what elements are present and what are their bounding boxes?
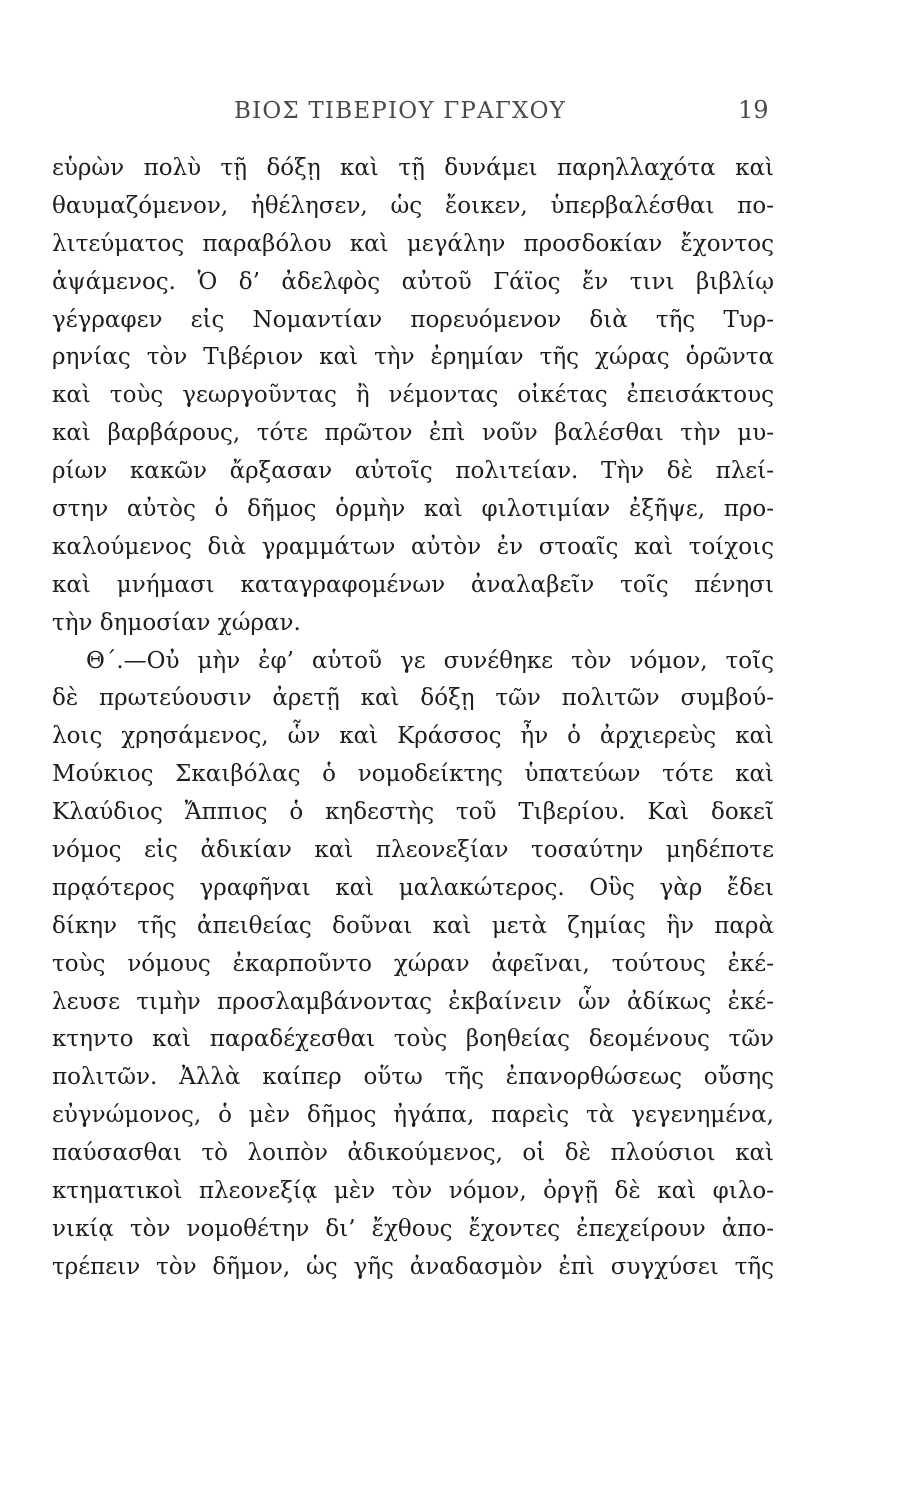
text-line: κτηντο καὶ παραδέχεσθαι τοὺς βοηθείας δεομένους τῶν <box>52 1026 774 1053</box>
text-line: Κλαύδιος Ἄππιος ὁ κηδεστὴς τοῦ Τιβερίου. Καὶ δοκεῖ <box>52 799 774 826</box>
running-title: ΒΙΟΣ ΤΙΒΕΡΙΟΥ ΓΡΑΓΧΟΥ <box>233 98 567 124</box>
text-line: πρᾳότερος γραφῆναι καὶ μαλακώτερος. Οὓς γὰρ ἔδει <box>52 874 774 901</box>
text-line: εὐγνώμονος, ὁ μὲν δῆμος ἠγάπα, παρεὶς τὰ γεγενημένα, <box>52 1102 774 1129</box>
text-line: καὶ βαρβάρους, τότε πρῶτον ἐπὶ νοῦν βαλέσθαι τὴν μυ- <box>52 420 774 447</box>
text-line: καὶ μνήμασι καταγραφομένων ἀναλαβεῖν τοῖς πένησι <box>52 571 774 598</box>
text-line: λευσε τιμὴν προσλαμβάνοντας ἐκβαίνειν ὧν ἀδίκως ἐκέ- <box>52 988 774 1015</box>
text-line: νόμος εἰς ἀδικίαν καὶ πλεονεξίαν τοσαύτην μηδέποτε <box>52 837 774 864</box>
page-number: 19 <box>738 96 769 124</box>
text-line: καλούμενος διὰ γραμμάτων αὐτὸν ἐν στοαῖς καὶ τοίχοις <box>52 533 774 560</box>
text-line: ρηνίας τὸν Τιβέριον καὶ τὴν ἐρημίαν τῆς χώρας ὁρῶντα <box>52 344 774 371</box>
text-line: πολιτῶν. Ἀλλὰ καίπερ οὕτω τῆς ἐπανορθώσεως οὔσης <box>52 1064 774 1091</box>
text-line: τρέπειν τὸν δῆμον, ὡς γῆς ἀναδασμὸν ἐπὶ συγχύσει τῆς <box>52 1253 774 1280</box>
text-line: ρίων κακῶν ἄρξασαν αὐτοῖς πολιτείαν. Τὴν δὲ πλεί- <box>52 458 774 485</box>
paragraph-end-line: τὴν δημοσίαν χώραν. <box>52 609 301 636</box>
text-line: λοις χρησάμενος, ὧν καὶ Κράσσος ἦν ὁ ἀρχιερεὺς καὶ <box>52 723 774 750</box>
text-line: ἁψάμενος. Ὁ δ’ ἀδελφὸς αὐτοῦ Γάϊος ἔν τινι βιβλίῳ <box>52 268 774 295</box>
text-line: νικίᾳ τὸν νομοθέτην δι’ ἔχθους ἔχοντες ἐπεχείρουν ἀπο- <box>52 1215 774 1242</box>
text-line: τοὺς νόμους ἐκαρποῦντο χώραν ἀφεῖναι, τούτους ἐκέ- <box>52 950 774 977</box>
text-line: γέγραφεν εἰς Νομαντίαν πορευόμενον διὰ τῆς Τυρ- <box>52 306 774 333</box>
text-line: παύσασθαι τὸ λοιπὸν ἀδικούμενος, οἱ δὲ πλούσιοι καὶ <box>52 1140 774 1167</box>
text-line: στην αὐτὸς ὁ δῆμος ὁρμὴν καὶ φιλοτιμίαν ἐξῆψε, προ- <box>52 496 774 523</box>
section-heading-line: Θ΄.—Οὐ μὴν ἐφ’ αὑτοῦ γε συνέθηκε τὸν νόμον, τοῖς <box>86 647 774 674</box>
body-text <box>52 150 774 1287</box>
text-line: λιτεύματος παραβόλου καὶ μεγάλην προσδοκίαν ἔχοντος <box>52 230 774 257</box>
text-line: καὶ τοὺς γεωργοῦντας ἢ νέμοντας οἰκέτας ἐπεισάκτους <box>52 382 774 409</box>
text-line: δίκην τῆς ἀπειθείας δοῦναι καὶ μετὰ ζημίας ἣν παρὰ <box>52 912 774 939</box>
text-line: θαυμαζόμενον, ἠθέλησεν, ὡς ἔοικεν, ὑπερβαλέσθαι πο- <box>52 192 774 219</box>
text-line: Μούκιος Σκαιβόλας ὁ νομοδείκτης ὑπατεύων τότε καὶ <box>52 761 774 788</box>
text-line: δὲ πρωτεύουσιν ἀρετῇ καὶ δόξῃ τῶν πολιτῶν συμβού- <box>52 685 774 712</box>
text-line: εὑρὼν πολὺ τῇ δόξῃ καὶ τῇ δυνάμει παρηλλαχότα καὶ <box>52 155 774 181</box>
running-head <box>0 92 920 132</box>
text-line: κτηματικοὶ πλεονεξίᾳ μὲν τὸν νόμον, ὀργῇ δὲ καὶ φιλο- <box>52 1178 774 1205</box>
